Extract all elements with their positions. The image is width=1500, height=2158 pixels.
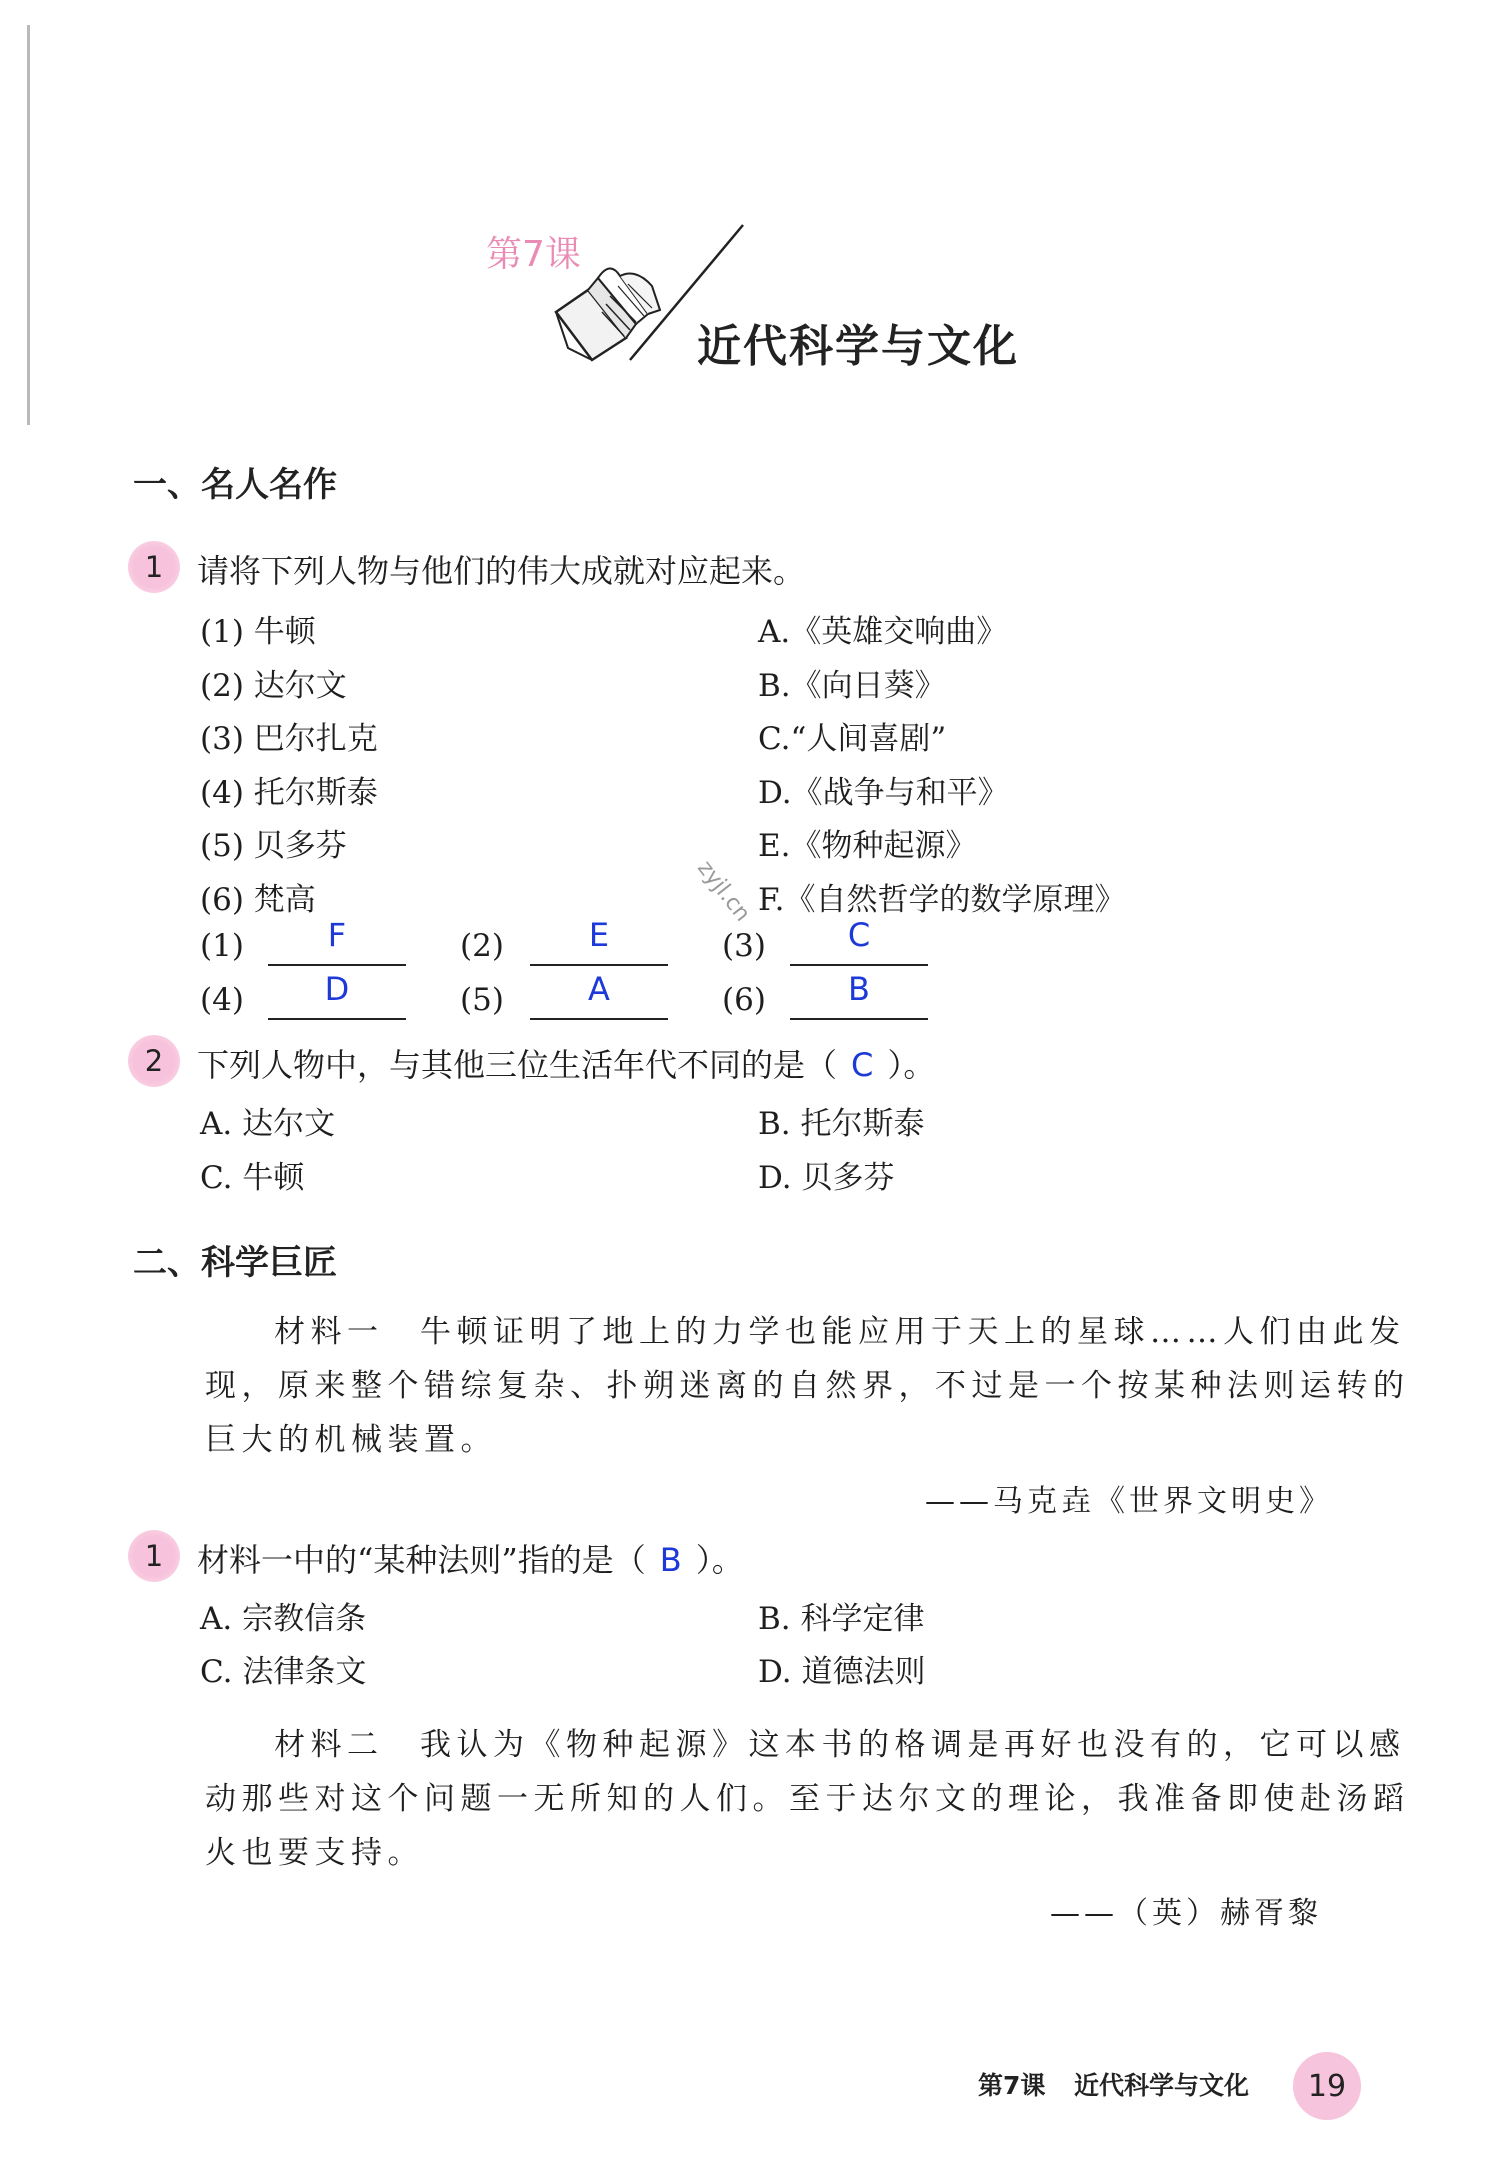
option-item: B. 科学定律 <box>758 1601 925 1637</box>
material-line: 动那些对这个问题一无所知的人们。至于达尔文的理论，我准备即使赴汤蹈 <box>205 1781 1410 1817</box>
person-item: (2) 达尔文 <box>200 668 347 704</box>
option-item: B. 托尔斯泰 <box>758 1106 925 1142</box>
answer-4: D <box>324 970 350 1008</box>
question-number-badge: 1 <box>128 541 180 593</box>
work-item: D.《战争与和平》 <box>758 775 1009 811</box>
answer-3: C <box>847 916 871 954</box>
question-number-badge: 2 <box>128 1035 180 1087</box>
option-item: A. 宗教信条 <box>200 1601 367 1637</box>
blank-label: (5) <box>460 982 504 1018</box>
option-item: D. 贝多芬 <box>758 1160 895 1196</box>
answer-choice: B <box>659 1541 682 1579</box>
option-item: D. 道德法则 <box>758 1654 926 1690</box>
answer-blank-line <box>790 964 928 966</box>
person-item: (6) 梵高 <box>200 882 316 918</box>
watermark: zyjl.cn <box>692 856 755 927</box>
blank-label: (6) <box>722 982 766 1018</box>
answer-choice: C <box>851 1046 874 1084</box>
material-source: ——马克垚《世界文明史》 <box>925 1484 1333 1519</box>
question-number-badge: 1 <box>128 1530 180 1582</box>
person-item: (1) 牛顿 <box>200 614 316 650</box>
person-item: (3) 巴尔扎克 <box>200 721 378 757</box>
material-source: ——（英）赫胥黎 <box>1050 1896 1322 1931</box>
work-item: A.《英雄交响曲》 <box>758 614 1008 650</box>
blank-label: (2) <box>460 928 504 964</box>
person-item: (5) 贝多芬 <box>200 828 347 864</box>
material-line: 现，原来整个错综复杂、扑朔迷离的自然界，不过是一个按某种法则运转的 <box>205 1368 1410 1404</box>
answer-blank-line <box>530 964 668 966</box>
blank-label: (4) <box>200 982 244 1018</box>
work-item: C.“人间喜剧” <box>758 721 947 757</box>
footer-lesson-title: 近代科学与文化 <box>1074 2071 1250 2100</box>
answer-6: B <box>848 970 870 1008</box>
work-item: B.《向日葵》 <box>758 668 946 704</box>
scan-edge-line <box>27 25 30 425</box>
work-item: E.《物种起源》 <box>758 828 977 864</box>
section-title-scientists: 二、科学巨匠 <box>133 1243 337 1283</box>
lesson-title: 近代科学与文化 <box>697 321 1019 372</box>
answer-1: F <box>327 916 347 954</box>
material-line: 材料二 我认为《物种起源》这本书的格调是再好也没有的，它可以感 <box>274 1727 1406 1763</box>
question-text: 请将下列人物与他们的伟大成就对应起来。 <box>197 552 806 590</box>
blank-label: (1) <box>200 928 244 964</box>
lesson-number: 第7课 <box>486 234 581 275</box>
answer-blank-line <box>268 1018 406 1020</box>
answer-blank-line <box>790 1018 928 1020</box>
material-line: 材料一 牛顿证明了地上的力学也能应用于天上的星球……人们由此发 <box>274 1314 1406 1350</box>
footer-lesson-number: 第7课 <box>978 2071 1046 2100</box>
answer-blank-line <box>530 1018 668 1020</box>
option-item: C. 牛顿 <box>200 1160 305 1196</box>
page-number: 19 <box>1293 2052 1361 2120</box>
material-line: 火也要支持。 <box>205 1835 424 1871</box>
question-text: 材料一中的“某种法则”指的是（ B ）。 <box>197 1541 744 1579</box>
option-item: C. 法律条文 <box>200 1654 367 1690</box>
work-item: F.《自然哲学的数学原理》 <box>758 882 1126 918</box>
option-item: A. 达尔文 <box>200 1106 336 1142</box>
answer-2: E <box>588 916 610 954</box>
answer-blank-line <box>268 964 406 966</box>
material-line: 巨大的机械装置。 <box>205 1422 497 1458</box>
person-item: (4) 托尔斯泰 <box>200 775 378 811</box>
blank-label: (3) <box>722 928 766 964</box>
answer-5: A <box>588 970 610 1008</box>
section-title-famous-works: 一、名人名作 <box>133 465 337 505</box>
question-text: 下列人物中，与其他三位生活年代不同的是（ C ）。 <box>197 1046 936 1084</box>
